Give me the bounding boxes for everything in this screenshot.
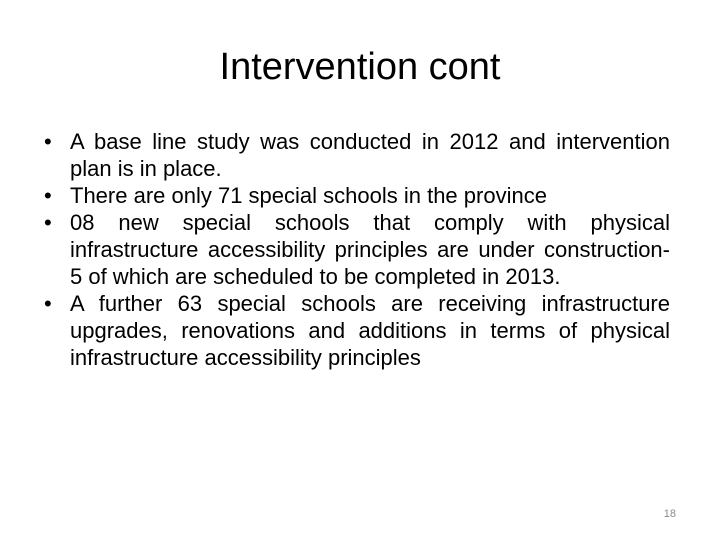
- bullet-list: [44, 128, 670, 371]
- page-number: 18: [663, 508, 676, 520]
- bullet-item-1: [44, 128, 670, 182]
- bullet-text: 08 new special schools that comply with physical infrastructure accessibility principles are under construction- 5 of which are scheduled to be completed in 2013.: [70, 210, 670, 289]
- bullet-item-2: [44, 182, 670, 209]
- bullet-dot-icon: •: [44, 183, 52, 208]
- bullet-dot-icon: •: [44, 210, 52, 235]
- slide-title: Intervention cont: [219, 46, 501, 88]
- bullet-text: There are only 71 special schools in the province: [70, 183, 547, 208]
- bullet-dot-icon: •: [44, 129, 52, 154]
- bullet-text: A further 63 special schools are receiving infrastructure upgrades, renovations and additions in terms of physical infrastructure accessibility principles: [70, 291, 670, 370]
- bullet-item-4: [44, 290, 670, 371]
- bullet-item-3: [44, 209, 670, 290]
- bullet-dot-icon: •: [44, 291, 52, 316]
- bullet-text: A base line study was conducted in 2012 and intervention plan is in place.: [70, 129, 670, 181]
